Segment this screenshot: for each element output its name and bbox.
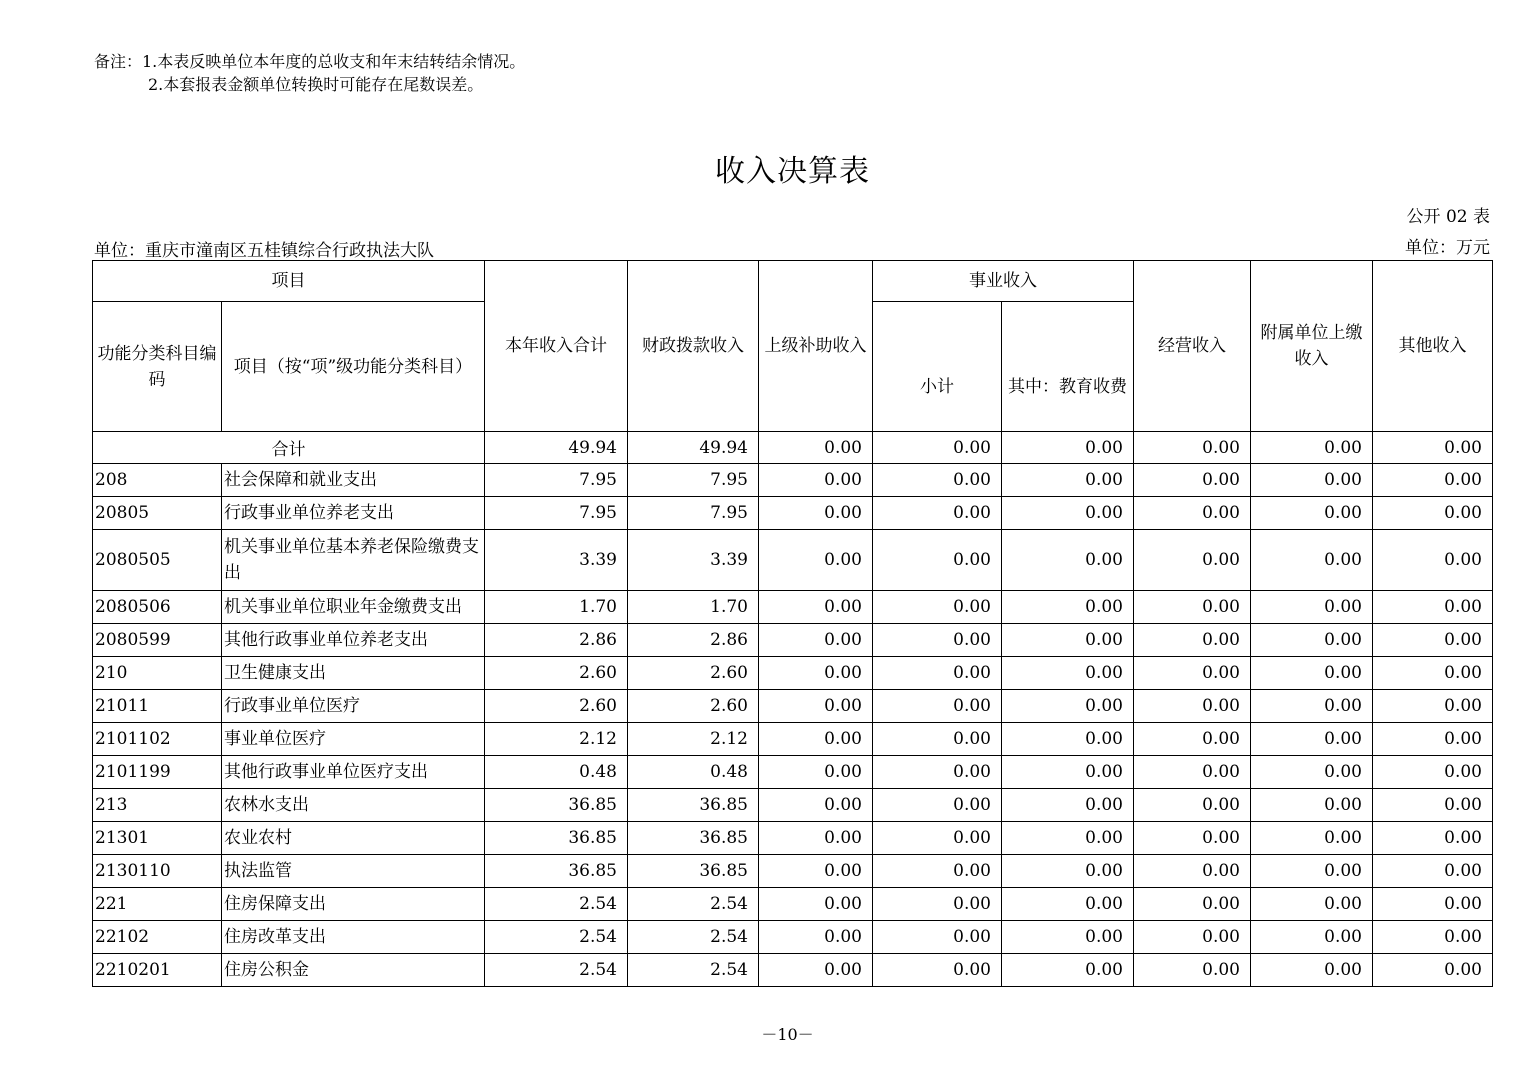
row-value: 0.00: [1134, 497, 1251, 530]
row-value: 0.00: [1134, 464, 1251, 497]
row-value: 0.48: [485, 756, 628, 789]
row-value: 0.00: [1002, 657, 1134, 690]
row-value: 2.54: [628, 921, 759, 954]
row-code: 2210201: [93, 954, 222, 987]
row-value: 0.00: [1373, 497, 1493, 530]
row-value: 0.00: [1251, 822, 1373, 855]
row-name: 事业单位医疗: [222, 723, 485, 756]
row-value: 0.00: [1251, 624, 1373, 657]
table-row: [93, 464, 1493, 497]
row-value: 0.00: [1002, 497, 1134, 530]
row-value: 0.48: [628, 756, 759, 789]
row-value: 0.00: [1251, 497, 1373, 530]
table-row: [93, 756, 1493, 789]
row-value: 0.00: [759, 657, 873, 690]
row-value: 0.00: [759, 855, 873, 888]
row-value: 0.00: [759, 723, 873, 756]
row-value: 2.60: [628, 690, 759, 723]
page-title: 收入决算表: [715, 154, 870, 189]
row-value: 2.60: [485, 690, 628, 723]
total-cell: 49.94: [485, 432, 628, 464]
row-value: 0.00: [1134, 921, 1251, 954]
row-value: 0.00: [1251, 657, 1373, 690]
row-value: 0.00: [873, 954, 1002, 987]
row-value: 0.00: [759, 497, 873, 530]
row-value: 0.00: [1251, 921, 1373, 954]
row-value: 0.00: [1251, 789, 1373, 822]
row-value: 0.00: [1251, 888, 1373, 921]
row-value: 0.00: [759, 690, 873, 723]
total-cell: 0.00: [1373, 432, 1493, 464]
row-value: 0.00: [1373, 954, 1493, 987]
row-value: 0.00: [1251, 723, 1373, 756]
row-value: 0.00: [1134, 657, 1251, 690]
row-value: 0.00: [1373, 921, 1493, 954]
row-code: 213: [93, 789, 222, 822]
row-value: 2.54: [485, 954, 628, 987]
row-value: 0.00: [1002, 789, 1134, 822]
row-name: 卫生健康支出: [222, 657, 485, 690]
table-row: [93, 789, 1493, 822]
row-value: 0.00: [759, 530, 873, 591]
table-row: [93, 888, 1493, 921]
row-value: 0.00: [1134, 624, 1251, 657]
table-row: [93, 657, 1493, 690]
row-value: 0.00: [1373, 690, 1493, 723]
row-value: 3.39: [485, 530, 628, 591]
row-value: 0.00: [1251, 530, 1373, 591]
total-cell: 49.94: [628, 432, 759, 464]
row-code: 210: [93, 657, 222, 690]
table-row: [93, 855, 1493, 888]
row-value: 0.00: [873, 723, 1002, 756]
row-value: 0.00: [759, 954, 873, 987]
total-cell: 0.00: [873, 432, 1002, 464]
row-value: 2.54: [628, 954, 759, 987]
table-row: [93, 954, 1493, 987]
form-number: 公开 02 表: [1406, 207, 1490, 227]
row-value: 3.39: [628, 530, 759, 591]
row-value: 0.00: [1251, 591, 1373, 624]
currency-unit: 单位：万元: [1405, 238, 1490, 258]
row-value: 0.00: [1002, 822, 1134, 855]
row-value: 2.60: [485, 657, 628, 690]
row-value: 0.00: [1134, 723, 1251, 756]
row-value: 2.60: [628, 657, 759, 690]
row-value: 0.00: [1134, 789, 1251, 822]
row-value: 36.85: [485, 822, 628, 855]
row-value: 0.00: [1134, 690, 1251, 723]
row-name: 行政事业单位养老支出: [222, 497, 485, 530]
row-value: 0.00: [1251, 756, 1373, 789]
row-value: 0.00: [1002, 690, 1134, 723]
row-value: 0.00: [1002, 954, 1134, 987]
row-name: 住房保障支出: [222, 888, 485, 921]
header-project: 项目: [93, 261, 485, 302]
row-value: 7.95: [628, 497, 759, 530]
row-value: 0.00: [1373, 723, 1493, 756]
note-line-1: 备注：1.本表反映单位本年度的总收支和年末结转结余情况。: [94, 52, 526, 71]
row-value: 0.00: [1002, 530, 1134, 591]
total-cell: 0.00: [1134, 432, 1251, 464]
row-value: 0.00: [1251, 690, 1373, 723]
row-value: 0.00: [873, 756, 1002, 789]
row-value: 0.00: [873, 591, 1002, 624]
row-value: 0.00: [759, 624, 873, 657]
row-value: 7.95: [485, 464, 628, 497]
row-code: 20805: [93, 497, 222, 530]
row-value: 0.00: [873, 530, 1002, 591]
page-number: －10－: [761, 1025, 814, 1044]
row-value: 0.00: [873, 855, 1002, 888]
income-table: [92, 260, 1493, 987]
row-value: 0.00: [1373, 756, 1493, 789]
row-value: 0.00: [873, 822, 1002, 855]
row-name: 社会保障和就业支出: [222, 464, 485, 497]
row-name: 其他行政事业单位医疗支出: [222, 756, 485, 789]
row-value: 2.54: [485, 888, 628, 921]
row-value: 0.00: [1002, 723, 1134, 756]
row-value: 0.00: [1373, 888, 1493, 921]
row-code: 2101102: [93, 723, 222, 756]
row-value: 0.00: [873, 624, 1002, 657]
row-value: 0.00: [759, 789, 873, 822]
row-value: 2.86: [485, 624, 628, 657]
row-value: 0.00: [759, 464, 873, 497]
row-code: 2080599: [93, 624, 222, 657]
note-line-2: 2.本套报表金额单位转换时可能存在尾数误差。: [148, 75, 484, 94]
row-value: 0.00: [1134, 756, 1251, 789]
row-value: 0.00: [873, 921, 1002, 954]
row-value: 0.00: [873, 657, 1002, 690]
header-superior: 上级补助收入: [759, 261, 873, 432]
table-row: [93, 723, 1493, 756]
row-value: 0.00: [1134, 822, 1251, 855]
header-total: 本年收入合计: [485, 261, 628, 432]
row-value: 36.85: [485, 789, 628, 822]
table-row: [93, 822, 1493, 855]
row-value: 0.00: [1002, 921, 1134, 954]
total-row: [93, 432, 1493, 464]
row-value: 0.00: [1373, 464, 1493, 497]
row-value: 0.00: [759, 591, 873, 624]
row-value: 0.00: [1002, 756, 1134, 789]
row-code: 2080506: [93, 591, 222, 624]
row-value: 0.00: [1002, 591, 1134, 624]
row-value: 0.00: [759, 921, 873, 954]
row-value: 0.00: [873, 464, 1002, 497]
row-value: 0.00: [1373, 624, 1493, 657]
table-row: [93, 530, 1493, 591]
row-value: 0.00: [1134, 855, 1251, 888]
row-name: 机关事业单位职业年金缴费支出: [222, 591, 485, 624]
row-name: 农业农村: [222, 822, 485, 855]
row-name: 行政事业单位医疗: [222, 690, 485, 723]
header-name: 项目（按“项”级功能分类科目）: [222, 302, 485, 432]
row-value: 0.00: [759, 822, 873, 855]
header-code: 功能分类科目编码: [93, 302, 222, 432]
row-value: 0.00: [1373, 855, 1493, 888]
row-value: 0.00: [1002, 624, 1134, 657]
row-name: 机关事业单位基本养老保险缴费支出: [222, 530, 485, 591]
row-value: 0.00: [1373, 789, 1493, 822]
row-value: 0.00: [873, 789, 1002, 822]
header-affiliated: 附属单位上缴收入: [1251, 261, 1373, 432]
notes: [94, 50, 525, 96]
row-value: 1.70: [628, 591, 759, 624]
header-other: 其他收入: [1373, 261, 1493, 432]
header-operating: 经营收入: [1134, 261, 1251, 432]
row-value: 2.54: [485, 921, 628, 954]
row-code: 2101199: [93, 756, 222, 789]
row-name: 其他行政事业单位养老支出: [222, 624, 485, 657]
row-value: 0.00: [1373, 530, 1493, 591]
table-row: [93, 921, 1493, 954]
row-code: 2080505: [93, 530, 222, 591]
row-value: 0.00: [1134, 888, 1251, 921]
row-value: 0.00: [873, 690, 1002, 723]
row-value: 0.00: [1251, 954, 1373, 987]
row-value: 0.00: [1134, 954, 1251, 987]
header-business-income: 事业收入: [873, 261, 1134, 302]
row-value: 36.85: [628, 855, 759, 888]
row-value: 0.00: [1251, 464, 1373, 497]
total-cell: 0.00: [1002, 432, 1134, 464]
row-value: 36.85: [628, 789, 759, 822]
row-value: 0.00: [873, 888, 1002, 921]
row-code: 21011: [93, 690, 222, 723]
table-row: [93, 591, 1493, 624]
total-cell: 0.00: [759, 432, 873, 464]
row-value: 0.00: [759, 888, 873, 921]
row-name: 住房公积金: [222, 954, 485, 987]
header-fiscal: 财政拨款收入: [628, 261, 759, 432]
row-value: 0.00: [1373, 591, 1493, 624]
row-code: 2130110: [93, 855, 222, 888]
row-value: 36.85: [628, 822, 759, 855]
table-row: [93, 690, 1493, 723]
row-code: 22102: [93, 921, 222, 954]
table-row: [93, 624, 1493, 657]
row-value: 0.00: [1134, 530, 1251, 591]
row-value: 2.86: [628, 624, 759, 657]
row-value: 7.95: [485, 497, 628, 530]
row-value: 0.00: [1251, 855, 1373, 888]
row-value: 2.54: [628, 888, 759, 921]
row-code: 21301: [93, 822, 222, 855]
row-value: 0.00: [759, 756, 873, 789]
row-value: 1.70: [485, 591, 628, 624]
row-value: 0.00: [1002, 855, 1134, 888]
row-code: 208: [93, 464, 222, 497]
row-value: 0.00: [1002, 464, 1134, 497]
row-value: 36.85: [485, 855, 628, 888]
row-value: 0.00: [1373, 657, 1493, 690]
table-body: [93, 432, 1493, 987]
unit-label: 单位：重庆市潼南区五桂镇综合行政执法大队: [94, 241, 434, 261]
row-value: 7.95: [628, 464, 759, 497]
total-label: 合计: [93, 432, 485, 464]
table-row: [93, 497, 1493, 530]
header-subtotal: 小计: [873, 302, 1002, 432]
header-education: 其中：教育收费: [1002, 302, 1134, 432]
row-name: 农林水支出: [222, 789, 485, 822]
row-code: 221: [93, 888, 222, 921]
total-cell: 0.00: [1251, 432, 1373, 464]
row-value: 2.12: [628, 723, 759, 756]
row-value: 0.00: [1373, 822, 1493, 855]
row-value: 2.12: [485, 723, 628, 756]
row-value: 0.00: [873, 497, 1002, 530]
row-value: 0.00: [1002, 888, 1134, 921]
row-name: 住房改革支出: [222, 921, 485, 954]
row-name: 执法监管: [222, 855, 485, 888]
row-value: 0.00: [1134, 591, 1251, 624]
